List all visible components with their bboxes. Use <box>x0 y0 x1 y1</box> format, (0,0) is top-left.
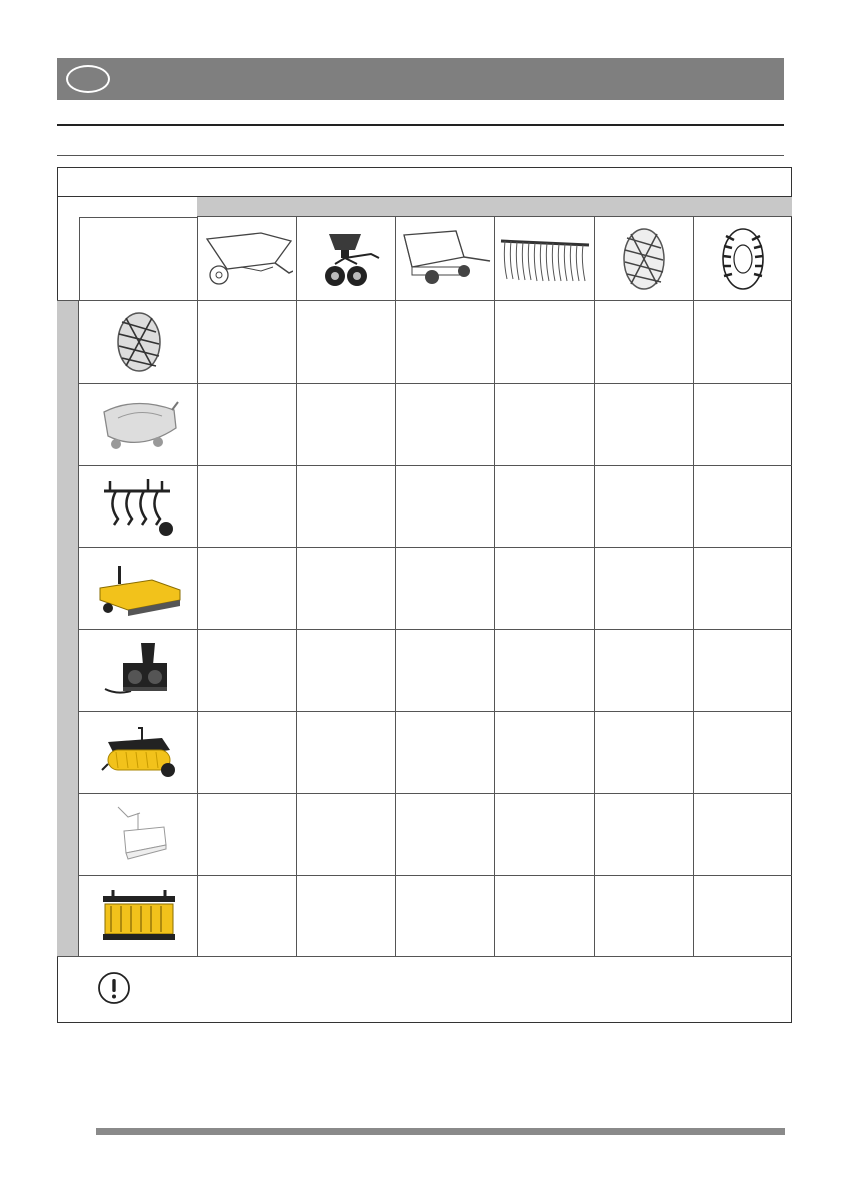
front-loader-sweeper-icon <box>80 877 197 956</box>
subtitle-rule <box>57 155 784 156</box>
footer-bar <box>96 1128 785 1135</box>
cutting-deck-icon <box>80 384 197 466</box>
lawn-sweeper-icon <box>396 218 494 300</box>
snow-chains-icon <box>595 218 693 300</box>
row-header-band <box>57 300 79 956</box>
snow-chains-icon <box>80 301 197 383</box>
yellow-sweeper-icon <box>80 549 197 630</box>
rotary-brush-icon <box>80 713 197 794</box>
snow-thrower-icon <box>80 631 197 712</box>
dethatcher-rake-icon <box>495 218 594 300</box>
header-bar <box>57 58 784 100</box>
broadcast-spreader-icon <box>297 218 395 300</box>
note-row <box>57 956 792 1023</box>
snow-blade-icon <box>80 795 197 876</box>
title-rule <box>57 124 784 126</box>
column-header-band <box>197 197 792 217</box>
cultivator-icon <box>80 467 197 548</box>
dump-cart-icon <box>198 218 296 300</box>
exclamation-icon <box>97 971 131 1005</box>
tractor-tyre-icon <box>694 218 792 300</box>
language-badge <box>66 65 110 93</box>
